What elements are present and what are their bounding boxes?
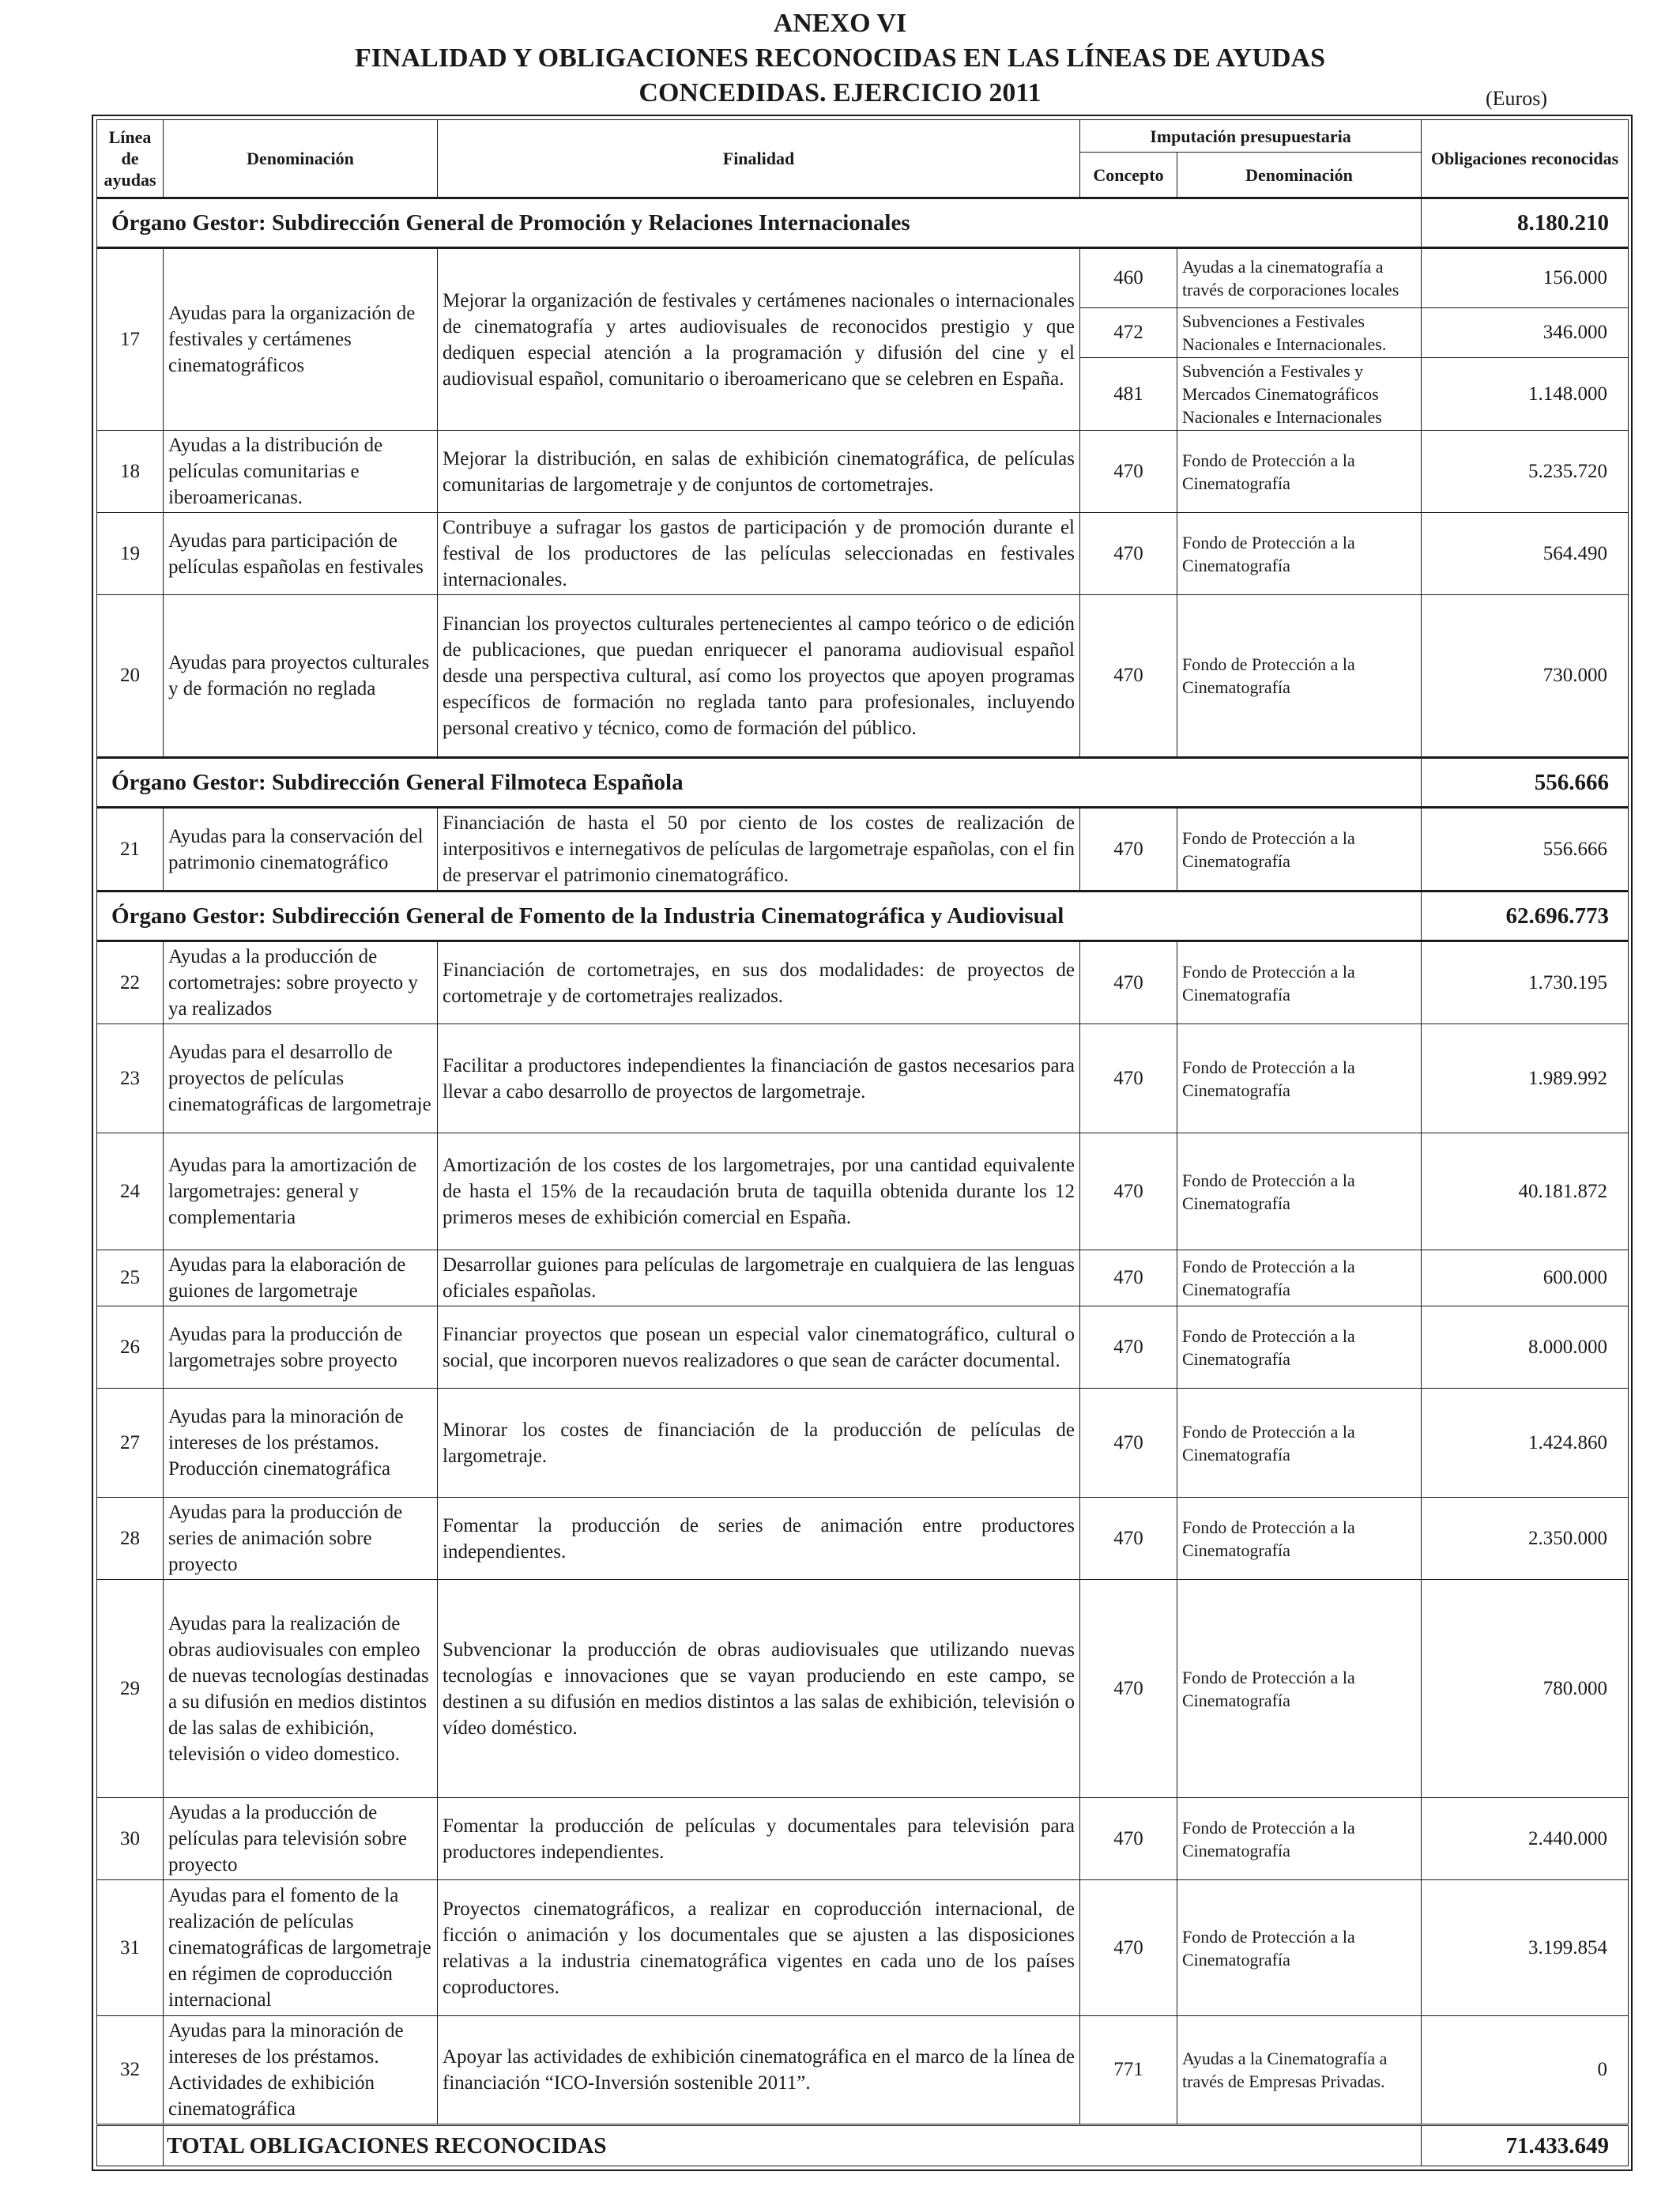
obligaciones-amount: 40.181.872 bbox=[1422, 1133, 1629, 1250]
linea-finalidad: Mejorar la distribución, en salas de exhibición cinematográfica, de películas comunitarias de largometraje y de conjuntos de cortometrajes. bbox=[438, 431, 1080, 513]
header-linea: Línea de ayudas bbox=[97, 120, 164, 198]
organo-gestor-total: 556.666 bbox=[1422, 758, 1629, 808]
obligaciones-amount: 1.730.195 bbox=[1422, 941, 1629, 1024]
obligaciones-amount: 2.440.000 bbox=[1422, 1798, 1629, 1880]
organo-gestor-label: Órgano Gestor: Subdirección General de Fomento de la Industria Cinematográfica y Audiovisual bbox=[97, 892, 1422, 941]
table-row bbox=[97, 1133, 1629, 1250]
concepto-denominacion: Fondo de Protección a la Cinematografía bbox=[1177, 808, 1422, 892]
table-row bbox=[97, 248, 1629, 308]
annex-title-line-1: FINALIDAD Y OBLIGACIONES RECONOCIDAS EN LAS LÍNEAS DE AYUDAS bbox=[354, 43, 1326, 73]
concepto-denominacion: Fondo de Protección a la Cinematografía bbox=[1177, 1798, 1422, 1880]
table-row bbox=[97, 1024, 1629, 1133]
annex-title-line-2: CONCEDIDAS. EJERCICIO 2011 bbox=[638, 78, 1042, 107]
obligaciones-amount: 780.000 bbox=[1422, 1580, 1629, 1798]
linea-finalidad: Mejorar la organización de festivales y certámenes nacionales o internacionales de cinematografía y artes audiovisuales de reconocidos prestigio y que dediquen especial atención a la programación y difusión del cine y el audiovisual español, comunitario o iberoamericano que se celebren en España. bbox=[438, 248, 1080, 431]
linea-finalidad: Facilitar a productores independientes la financiación de gastos necesarios para llevar a cabo desarrollo de proyectos de largometraje. bbox=[438, 1024, 1080, 1133]
concepto-code: 470 bbox=[1080, 513, 1177, 595]
concepto-denominacion: Fondo de Protección a la Cinematografía bbox=[1177, 1133, 1422, 1250]
linea-finalidad: Financian los proyectos culturales pertenecientes al campo teórico o de edición de publicaciones, que puedan enriquecer el panorama audiovisual español desde una perspectiva cultural, así como los proyectos que apoyen programas específicos de formación no reglada tanto para profesionales, incluyendo personal creativo y técnico, como de formación del público. bbox=[438, 595, 1080, 758]
linea-finalidad: Minorar los costes de financiación de la producción de películas de largometraje. bbox=[438, 1389, 1080, 1498]
linea-number: 30 bbox=[97, 1798, 164, 1880]
concepto-code: 470 bbox=[1080, 1306, 1177, 1389]
annex-number: ANEXO VI bbox=[773, 9, 907, 38]
linea-number: 22 bbox=[97, 941, 164, 1024]
concepto-denominacion: Fondo de Protección a la Cinematografía bbox=[1177, 1306, 1422, 1389]
linea-number: 32 bbox=[97, 2016, 164, 2125]
linea-finalidad: Proyectos cinematográficos, a realizar en coproducción internacional, de ficción o animación y los documentales que se ajusten a las disposiciones relativas a la industria cinematográfica vigentes en cada uno de los países coproductores. bbox=[438, 1880, 1080, 2016]
linea-finalidad: Financiación de hasta el 50 por ciento de los costes de realización de interpositivos e internegativos de películas de largometraje españolas, con el fin de preservar el patrimonio cinematográfico. bbox=[438, 808, 1080, 892]
currency-units: (Euros) bbox=[1486, 87, 1547, 110]
linea-denominacion: Ayudas para la producción de series de animación sobre proyecto bbox=[164, 1498, 438, 1580]
concepto-denominacion: Fondo de Protección a la Cinematografía bbox=[1177, 1880, 1422, 2016]
table-row bbox=[97, 513, 1629, 595]
linea-number: 19 bbox=[97, 513, 164, 595]
table-body bbox=[97, 198, 1629, 2125]
linea-number: 20 bbox=[97, 595, 164, 758]
obligaciones-amount: 1.989.992 bbox=[1422, 1024, 1629, 1133]
header-imputacion: Imputación presupuestaria bbox=[1080, 120, 1422, 153]
linea-denominacion: Ayudas para la amortización de largometrajes: general y complementaria bbox=[164, 1133, 438, 1250]
linea-number: 17 bbox=[97, 248, 164, 431]
concepto-code: 470 bbox=[1080, 595, 1177, 758]
table-row bbox=[97, 431, 1629, 513]
obligaciones-amount: 1.148.000 bbox=[1422, 358, 1629, 431]
header-finalidad: Finalidad bbox=[438, 120, 1080, 198]
table-row bbox=[97, 1498, 1629, 1580]
total-label: TOTAL OBLIGACIONES RECONOCIDAS bbox=[164, 2125, 1422, 2166]
concepto-denominacion: Subvención a Festivales y Mercados Cinematográficos Nacionales e Internacionales bbox=[1177, 358, 1422, 431]
linea-finalidad: Financiación de cortometrajes, en sus dos modalidades: de proyectos de cortometraje y de cortometrajes realizados. bbox=[438, 941, 1080, 1024]
linea-denominacion: Ayudas a la producción de cortometrajes: sobre proyecto y ya realizados bbox=[164, 941, 438, 1024]
linea-finalidad: Apoyar las actividades de exhibición cinematográfica en el marco de la línea de financiación “ICO-Inversión sostenible 2011”. bbox=[438, 2016, 1080, 2125]
organo-gestor-row bbox=[97, 198, 1629, 248]
linea-finalidad: Fomentar la producción de series de animación entre productores independientes. bbox=[438, 1498, 1080, 1580]
organo-gestor-label: Órgano Gestor: Subdirección General Filmoteca Española bbox=[97, 758, 1422, 808]
linea-number: 27 bbox=[97, 1389, 164, 1498]
obligaciones-amount: 5.235.720 bbox=[1422, 431, 1629, 513]
linea-number: 26 bbox=[97, 1306, 164, 1389]
obligaciones-amount: 346.000 bbox=[1422, 308, 1629, 358]
obligaciones-amount: 564.490 bbox=[1422, 513, 1629, 595]
total-row bbox=[97, 2125, 1629, 2166]
linea-number: 25 bbox=[97, 1250, 164, 1306]
obligaciones-amount: 600.000 bbox=[1422, 1250, 1629, 1306]
obligaciones-amount: 1.424.860 bbox=[1422, 1389, 1629, 1498]
linea-number: 31 bbox=[97, 1880, 164, 2016]
table-row bbox=[97, 1389, 1629, 1498]
obligaciones-amount: 730.000 bbox=[1422, 595, 1629, 758]
concepto-code: 481 bbox=[1080, 358, 1177, 431]
concepto-denominacion: Fondo de Protección a la Cinematografía bbox=[1177, 941, 1422, 1024]
obligations-table-frame bbox=[92, 115, 1633, 2171]
organo-gestor-row bbox=[97, 758, 1629, 808]
linea-denominacion: Ayudas para la conservación del patrimonio cinematográfico bbox=[164, 808, 438, 892]
obligaciones-amount: 3.199.854 bbox=[1422, 1880, 1629, 2016]
table-row bbox=[97, 2016, 1629, 2125]
concepto-code: 470 bbox=[1080, 1498, 1177, 1580]
linea-denominacion: Ayudas para la organización de festivales y certámenes cinematográficos bbox=[164, 248, 438, 431]
linea-number: 18 bbox=[97, 431, 164, 513]
concepto-code: 470 bbox=[1080, 1024, 1177, 1133]
linea-denominacion: Ayudas para participación de películas españolas en festivales bbox=[164, 513, 438, 595]
linea-finalidad: Contribuye a sufragar los gastos de participación y de promoción durante el festival de los productores de las películas seleccionadas en festivales internacionales. bbox=[438, 513, 1080, 595]
total-blank-cell bbox=[97, 2125, 164, 2166]
table-row bbox=[97, 1580, 1629, 1798]
concepto-denominacion: Fondo de Protección a la Cinematografía bbox=[1177, 1580, 1422, 1798]
concepto-code: 470 bbox=[1080, 1250, 1177, 1306]
concepto-code: 470 bbox=[1080, 1880, 1177, 2016]
total-amount: 71.433.649 bbox=[1422, 2125, 1629, 2166]
header-obligaciones: Obligaciones reconocidas bbox=[1422, 120, 1629, 198]
organo-gestor-total: 8.180.210 bbox=[1422, 198, 1629, 248]
concepto-denominacion: Fondo de Protección a la Cinematografía bbox=[1177, 1498, 1422, 1580]
concepto-code: 470 bbox=[1080, 1133, 1177, 1250]
linea-denominacion: Ayudas para la elaboración de guiones de largometraje bbox=[164, 1250, 438, 1306]
linea-denominacion: Ayudas a la distribución de películas comunitarias e iberoamericanas. bbox=[164, 431, 438, 513]
linea-number: 24 bbox=[97, 1133, 164, 1250]
linea-number: 28 bbox=[97, 1498, 164, 1580]
obligaciones-amount: 0 bbox=[1422, 2016, 1629, 2125]
table-row bbox=[97, 808, 1629, 892]
linea-number: 21 bbox=[97, 808, 164, 892]
concepto-denominacion: Fondo de Protección a la Cinematografía bbox=[1177, 1389, 1422, 1498]
obligaciones-amount: 8.000.000 bbox=[1422, 1306, 1629, 1389]
concepto-denominacion: Fondo de Protección a la Cinematografía bbox=[1177, 513, 1422, 595]
obligations-table bbox=[96, 119, 1629, 2166]
table-row bbox=[97, 1880, 1629, 2016]
concepto-denominacion: Ayudas a la Cinematografía a través de Empresas Privadas. bbox=[1177, 2016, 1422, 2125]
obligaciones-amount: 2.350.000 bbox=[1422, 1498, 1629, 1580]
concepto-code: 470 bbox=[1080, 941, 1177, 1024]
concepto-code: 470 bbox=[1080, 431, 1177, 513]
concepto-code: 460 bbox=[1080, 248, 1177, 308]
concepto-denominacion: Fondo de Protección a la Cinematografía bbox=[1177, 431, 1422, 513]
concepto-denominacion: Fondo de Protección a la Cinematografía bbox=[1177, 1250, 1422, 1306]
concepto-code: 470 bbox=[1080, 808, 1177, 892]
obligaciones-amount: 156.000 bbox=[1422, 248, 1629, 308]
organo-gestor-total: 62.696.773 bbox=[1422, 892, 1629, 941]
concepto-denominacion: Fondo de Protección a la Cinematografía bbox=[1177, 1024, 1422, 1133]
header-concepto: Concepto bbox=[1080, 153, 1177, 198]
concepto-denominacion: Ayudas a la cinematografía a través de corporaciones locales bbox=[1177, 248, 1422, 308]
linea-finalidad: Desarrollar guiones para películas de largometraje en cualquiera de las lenguas oficiales españolas. bbox=[438, 1250, 1080, 1306]
concepto-denominacion: Subvenciones a Festivales Nacionales e Internacionales. bbox=[1177, 308, 1422, 358]
concepto-code: 771 bbox=[1080, 2016, 1177, 2125]
linea-finalidad: Amortización de los costes de los largometrajes, por una cantidad equivalente de hasta el 15% de la recaudación bruta de taquilla obtenida durante los 12 primeros meses de exhibición comercial en España. bbox=[438, 1133, 1080, 1250]
table-row bbox=[97, 1306, 1629, 1389]
linea-denominacion: Ayudas para la minoración de intereses de los préstamos. Actividades de exhibición cinematográfica bbox=[164, 2016, 438, 2125]
linea-denominacion: Ayudas para la realización de obras audiovisuales con empleo de nuevas tecnologías destinadas a su difusión en medios distintos de las salas de exhibición, televisión o video domestico. bbox=[164, 1580, 438, 1798]
table-row bbox=[97, 941, 1629, 1024]
linea-finalidad: Financiar proyectos que posean un especial valor cinematográfico, cultural o social, que incorporen nuevos realizadores o que sean de carácter documental. bbox=[438, 1306, 1080, 1389]
concepto-code: 470 bbox=[1080, 1798, 1177, 1880]
linea-denominacion: Ayudas para el desarrollo de proyectos de películas cinematográficas de largometraje bbox=[164, 1024, 438, 1133]
organo-gestor-row bbox=[97, 892, 1629, 941]
concepto-code: 470 bbox=[1080, 1389, 1177, 1498]
linea-number: 23 bbox=[97, 1024, 164, 1133]
linea-finalidad: Fomentar la producción de películas y documentales para televisión para productores independientes. bbox=[438, 1798, 1080, 1880]
linea-denominacion: Ayudas a la producción de películas para televisión sobre proyecto bbox=[164, 1798, 438, 1880]
concepto-denominacion: Fondo de Protección a la Cinematografía bbox=[1177, 595, 1422, 758]
linea-denominacion: Ayudas para el fomento de la realización de películas cinematográficas de largometraje en régimen de coproducción internacional bbox=[164, 1880, 438, 2016]
organo-gestor-label: Órgano Gestor: Subdirección General de Promoción y Relaciones Internacionales bbox=[97, 198, 1422, 248]
linea-denominacion: Ayudas para la minoración de intereses de los préstamos. Producción cinematográfica bbox=[164, 1389, 438, 1498]
linea-finalidad: Subvencionar la producción de obras audiovisuales que utilizando nuevas tecnologías e innovaciones que se vayan produciendo en este campo, se destinen a su difusión en medios distintos a las salas de exhibición, televisión o vídeo doméstico. bbox=[438, 1580, 1080, 1798]
header-imp-denominacion: Denominación bbox=[1177, 153, 1422, 198]
document-title bbox=[0, 6, 1680, 111]
linea-number: 29 bbox=[97, 1580, 164, 1798]
concepto-code: 470 bbox=[1080, 1580, 1177, 1798]
header-denominacion: Denominación bbox=[164, 120, 438, 198]
table-row bbox=[97, 595, 1629, 758]
linea-denominacion: Ayudas para la producción de largometrajes sobre proyecto bbox=[164, 1306, 438, 1389]
linea-denominacion: Ayudas para proyectos culturales y de formación no reglada bbox=[164, 595, 438, 758]
obligaciones-amount: 556.666 bbox=[1422, 808, 1629, 892]
concepto-code: 472 bbox=[1080, 308, 1177, 358]
table-row bbox=[97, 1798, 1629, 1880]
table-row bbox=[97, 1250, 1629, 1306]
